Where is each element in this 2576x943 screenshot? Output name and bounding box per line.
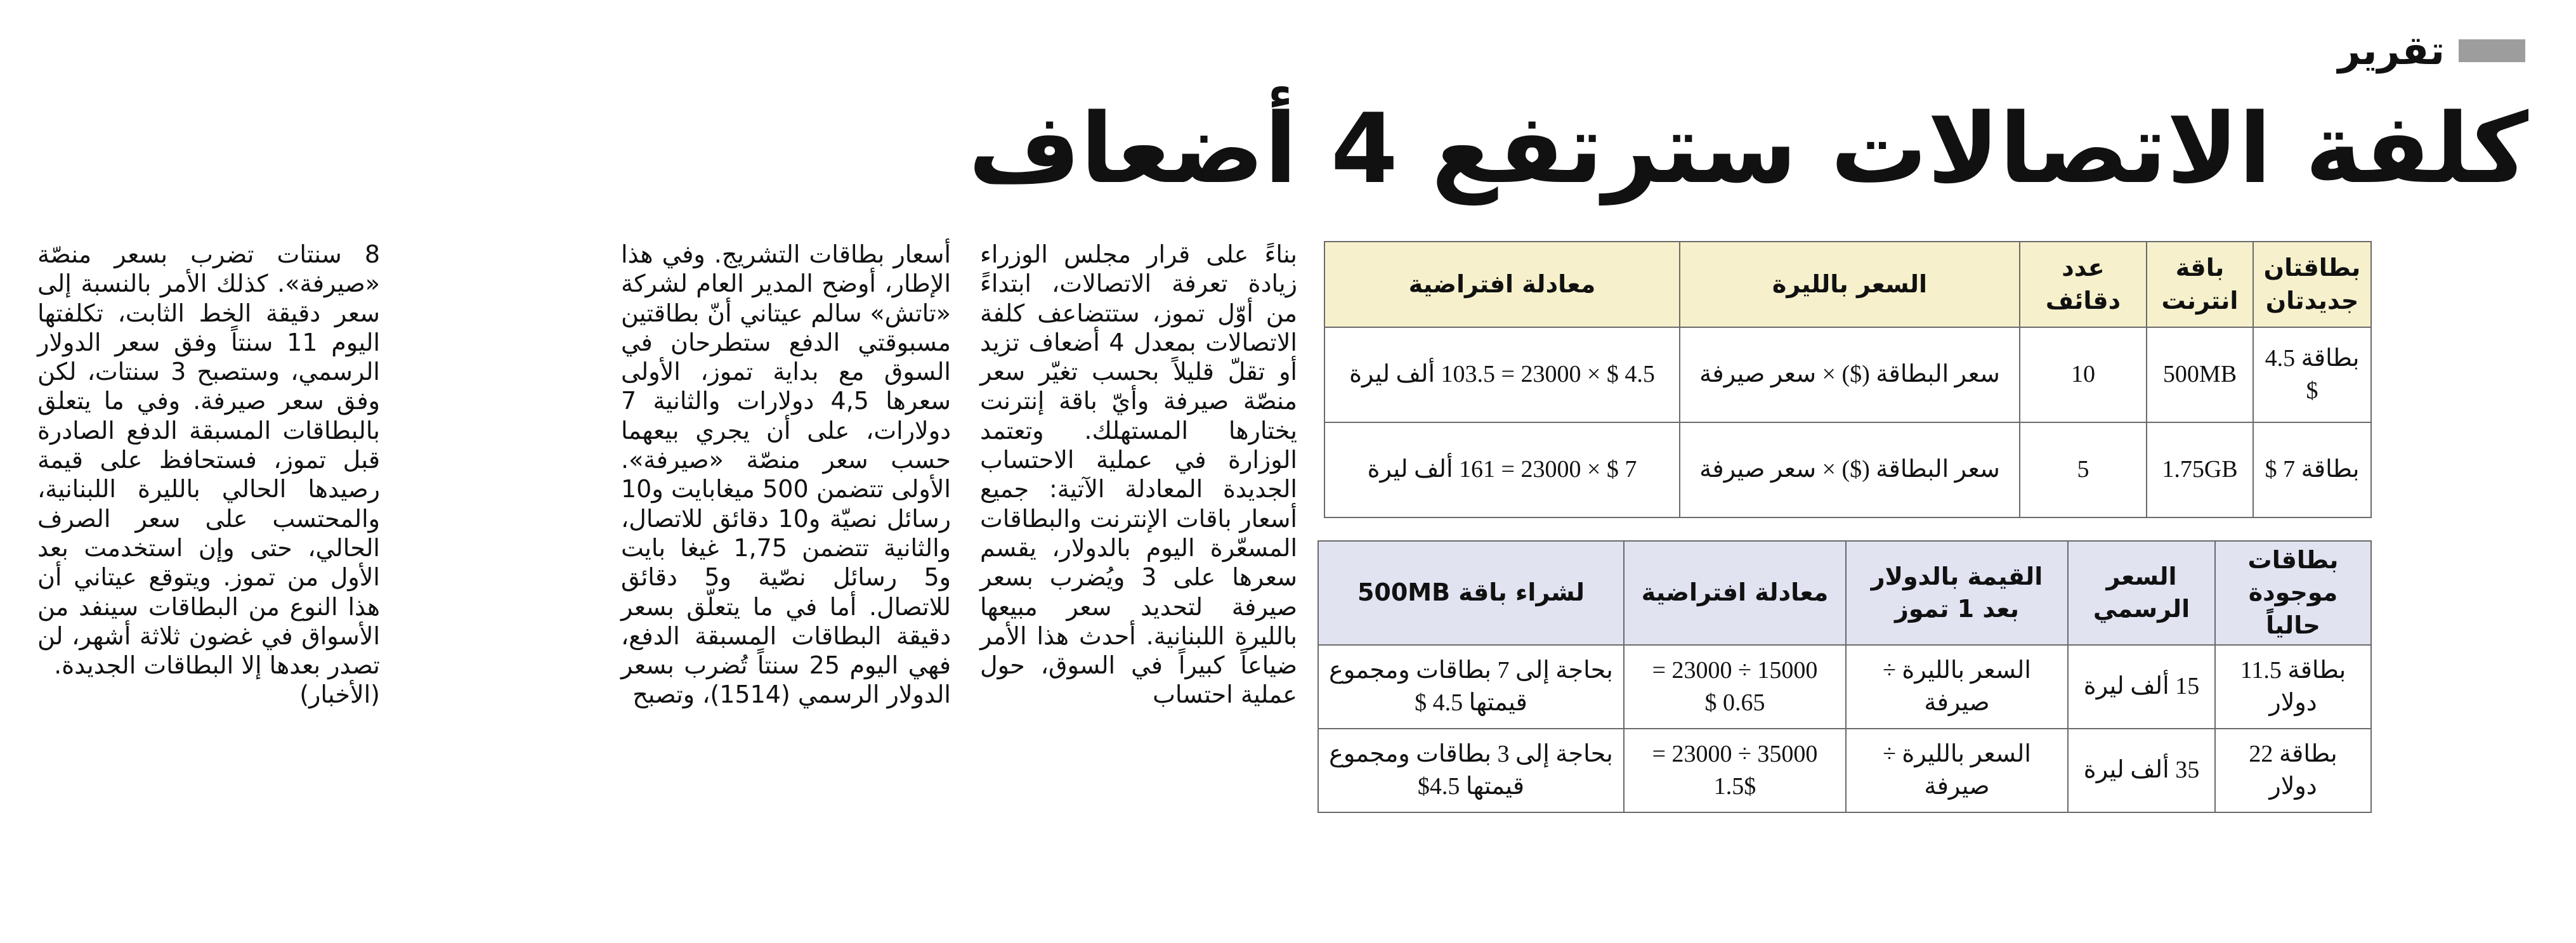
- article-paragraph: 8 سنتات تضرب بسعر منصّة «صيرفة». كذلك الأمر بالنسبة إلى سعر دقيقة الخط الثابت، تكلفتها اليوم 11 سنتاً وفق سعر الدولار الرسمي، وستصبح 3 سنتات، لكن وفق سعر صيرفة. وفي ما يتعلق بالبطاقات المسبقة الدفع الصادرة قبل تموز، فستحافظ على قيمة رصيدها الحالي بالليرة اللبنانية، والمحتسب على سعر الصرف الحالي، حتى وإن استخدمت بعد الأول من تموز. ويتوقع عيتاني أن هذا النوع من البطاقات سينفد من الأسواق في غضون ثلاثة أشهر، لن تصدر بعدها إلا البطاقات الجديدة.: [37, 240, 381, 680]
- header-official-price: السعر الرسمي: [2068, 541, 2215, 645]
- table-cell: السعر بالليرة ÷ صيرفة: [1846, 645, 2068, 729]
- table-cell: سعر البطاقة ($) × سعر صيرفة: [1680, 327, 2020, 422]
- table-cell: 15000 ÷ 23000 = 0.65 $: [1624, 645, 1846, 729]
- table-cell: 5: [2020, 422, 2147, 517]
- section-tag: [2338, 25, 2525, 76]
- article-column-3: [37, 240, 380, 710]
- table-cell: بطاقة 4.5 $: [2253, 327, 2371, 422]
- new-cards-table: [1324, 241, 2372, 518]
- table-cell: 15 ألف ليرة: [2068, 645, 2215, 729]
- header-minutes-count: عدد دقائف: [2020, 242, 2147, 327]
- table-cell: 4.5 $ × 23000 = 103.5 ألف ليرة: [1324, 327, 1680, 422]
- table-row: [1318, 645, 2371, 729]
- table-cell: 7 $ × 23000 = 161 ألف ليرة: [1324, 422, 1680, 517]
- table-cell: سعر البطاقة ($) × سعر صيرفة: [1680, 422, 2020, 517]
- headline: كلفة الاتصالات سترتفع 4 أضعاف: [968, 93, 2528, 205]
- table-cell: السعر بالليرة ÷ صيرفة: [1846, 729, 2068, 812]
- table-cell: 1.75GB: [2147, 422, 2253, 517]
- article-column-2: [621, 240, 951, 710]
- header-hypothetical-equation: معادلة افتراضية: [1324, 242, 1680, 327]
- new-cards-header-row: [1324, 242, 2371, 327]
- header-new-cards: بطاقتان جديدتان: [2253, 242, 2371, 327]
- table-cell: 35 ألف ليرة: [2068, 729, 2215, 812]
- section-tag-label: تقرير: [2337, 27, 2445, 74]
- article-column-1: [980, 240, 1297, 710]
- header-internet-package: باقة انترنت: [2147, 242, 2253, 327]
- table-cell: 35000 ÷ 23000 = 1.5$: [1624, 729, 1846, 812]
- header-existing-cards: بطاقات موجودة حالياً: [2215, 541, 2371, 645]
- section-tag-bar: [2459, 39, 2525, 62]
- article-byline: (الأخبار): [299, 680, 380, 709]
- table-cell: بطاقة 22 دولار: [2215, 729, 2371, 812]
- table-row: [1324, 327, 2371, 422]
- table-row: [1324, 422, 2371, 517]
- table-cell: 500MB: [2147, 327, 2253, 422]
- header-price-lira: السعر بالليرة: [1680, 242, 2020, 327]
- table-row: [1318, 729, 2371, 812]
- header-buy-500mb: لشراء باقة 500MB: [1318, 541, 1624, 645]
- table-cell: 10: [2020, 327, 2147, 422]
- existing-cards-table: [1317, 540, 2372, 813]
- header-dollar-value: القيمة بالدولار بعد 1 تموز: [1846, 541, 2068, 645]
- table-cell: بحاجة إلى 3 بطاقات ومجموع قيمتها 4.5$: [1318, 729, 1624, 812]
- article-paragraph: بناءً على قرار مجلس الوزراء زيادة تعرفة الاتصالات، ابتداءً من أوّل تموز، ستتضاعف كلفة الاتصالات بمعدل 4 أضعاف تزيد أو تقلّ قليلاً بحسب تغيّر سعر منصّة صيرفة وأيّ باقة إنترنت يختارها المستهلك. وتعتمد الوزارة في عملية الاحتساب الجديدة المعادلة الآتية: جميع أسعار باقات الإنترنت والبطاقات المسعّرة اليوم بالدولار، يقسم سعرها على 3 ويُضرب بسعر صيرفة لتحديد سعر مبيعها بالليرة اللبنانية. أحدث هذا الأمر ضياعاً كبيراً في السوق، حول عملية احتساب: [980, 240, 1297, 709]
- table-cell: بطاقة 7 $: [2253, 422, 2371, 517]
- article-paragraph: أسعار بطاقات التشريج. وفي هذا الإطار، أوضح المدير العام لشركة «تاتش» سالم عيتاني أنّ بطاقتين مسبوقتي الدفع ستطرحان في السوق مع بداية تموز، الأولى سعرها 4,5 دولارات والثانية 7 دولارات، على أن يجري بيعهما حسب سعر منصّة «صيرفة». الأولى تتضمن 500 ميغابايت و10 رسائل نصيّة و10 دقائق للاتصال، والثانية تتضمن 1,75 غيغا بايت و5 رسائل نصّية و5 دقائق للاتصال. أما في ما يتعلّق بسعر دقيقة البطاقات المسبقة الدفع، فهي اليوم 25 سنتاً تُضرب بسعر الدولار الرسمي (1514)، وتصبح: [621, 240, 951, 709]
- header-hypothetical-equation: معادلة افتراضية: [1624, 541, 1846, 645]
- existing-cards-header-row: [1318, 541, 2371, 645]
- table-cell: بحاجة إلى 7 بطاقات ومجموع قيمتها 4.5 $: [1318, 645, 1624, 729]
- table-cell: بطاقة 11.5 دولار: [2215, 645, 2371, 729]
